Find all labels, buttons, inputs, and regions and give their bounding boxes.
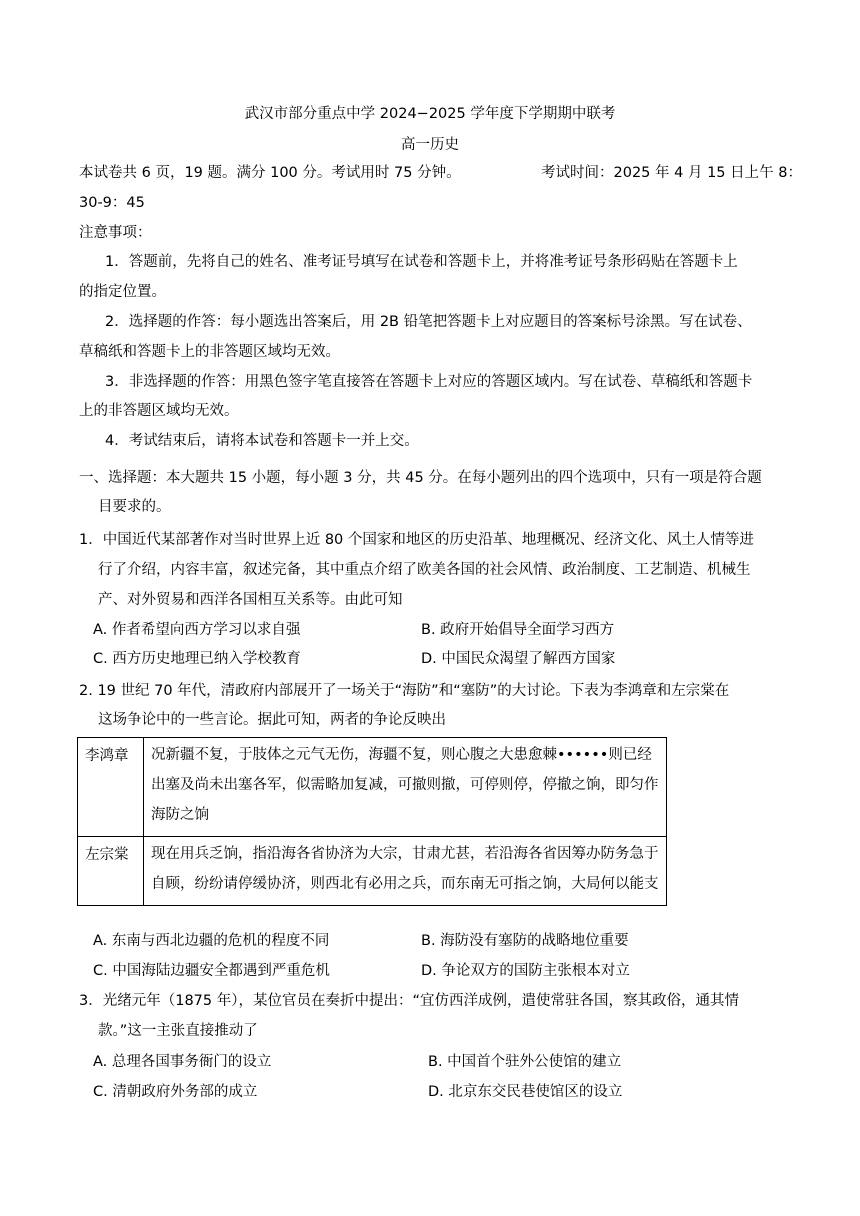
exam-time: 考试时间：2025 年 4 月 15 日上午 8： xyxy=(541,165,802,181)
question-3-stem: 3．光绪元年（1875 年），某位官员在奏折中提出：“宜仿西洋成例，遣使常驻各国，察其政俗，通其情 xyxy=(79,993,739,1009)
question-1-option-c: C. 西方历史地理已纳入学校教育 xyxy=(93,651,301,667)
quotes-table xyxy=(77,737,667,906)
exam-info-left: 本试卷共 6 页，19 题。满分 100 分。考试用时 75 分钟。 xyxy=(79,165,461,181)
section-heading-cont: 目要求的。 xyxy=(98,499,171,515)
exam-time-continued: 30-9：45 xyxy=(79,195,145,211)
exam-title: 武汉市部分重点中学 2024−2025 学年度下学期期中联考 xyxy=(244,106,616,122)
note-3-cont: 上的非答题区域均无效。 xyxy=(79,403,239,419)
question-3-stem-line2: 款。”这一主张直接推动了 xyxy=(98,1023,258,1039)
question-1-stem: 1．中国近代某部著作对当时世界上近 80 个国家和地区的历史沿革、地理概况、经济文化、风土人情等进 xyxy=(79,532,754,548)
table-row xyxy=(78,738,667,837)
question-2-stem: 2. 19 世纪 70 年代，清政府内部展开了一场关于“海防”和“塞防”的大讨论。下表为李鸿章和左宗棠在 xyxy=(79,683,730,699)
notes-heading: 注意事项： xyxy=(79,225,152,241)
question-1-stem-line2: 行了介绍，内容丰富，叙述完备，其中重点介绍了欧美各国的社会风情、政治制度、工艺制造、机械生 xyxy=(98,562,751,578)
question-3-option-b: B. 中国首个驻外公使馆的建立 xyxy=(428,1054,622,1070)
note-2-cont: 草稿纸和答题卡上的非答题区域均无效。 xyxy=(79,344,340,360)
note-1-cont: 的指定位置。 xyxy=(79,284,166,300)
quote-text: 现在用兵乏饷，指沿海各省协济为大宗，甘肃尤甚，若沿海各省因筹办防务急于自顾，纷纷请停缓协济，则西北有必用之兵，而东南无可指之饷，大局何以能支 xyxy=(144,837,667,906)
note-1: 1．答题前，先将自己的姓名、准考证号填写在试卷和答题卡上，并将准考证号条形码贴在答题卡上 xyxy=(105,254,738,270)
question-3-option-c: C. 清朝政府外务部的成立 xyxy=(93,1084,258,1100)
question-2-option-c: C. 中国海陆边疆安全都遇到严重危机 xyxy=(93,963,330,979)
exam-subject: 高一历史 xyxy=(401,137,459,153)
question-2-option-a: A. 东南与西北边疆的危机的程度不同 xyxy=(93,933,330,949)
question-2-stem-line2: 这场争论中的一些言论。据此可知，两者的争论反映出 xyxy=(98,712,446,728)
question-1-option-a: A. 作者希望向西方学习以求自强 xyxy=(93,622,301,638)
question-1-option-b: B. 政府开始倡导全面学习西方 xyxy=(421,622,615,638)
note-3: 3．非选择题的作答：用黑色签字笔直接答在答题卡上对应的答题区域内。写在试卷、草稿纸和答题卡 xyxy=(105,374,753,390)
speaker-name: 左宗棠 xyxy=(78,837,144,906)
speaker-name: 李鸿章 xyxy=(78,738,144,837)
question-2-option-b: B. 海防没有塞防的战略地位重要 xyxy=(421,933,629,949)
question-3-option-d: D. 北京东交民巷使馆区的设立 xyxy=(428,1084,623,1100)
question-1-option-d: D. 中国民众渴望了解西方国家 xyxy=(421,651,616,667)
question-1-stem-line3: 产、对外贸易和西洋各国相互关系等。由此可知 xyxy=(98,592,403,608)
question-2-option-d: D. 争论双方的国防主张根本对立 xyxy=(421,963,630,979)
section-heading: 一、选择题：本大题共 15 小题，每小题 3 分，共 45 分。在每小题列出的四个选项中，只有一项是符合题 xyxy=(79,470,762,486)
note-2: 2．选择题的作答：每小题选出答案后，用 2B 铅笔把答题卡上对应题目的答案标号涂黑。写在试卷、 xyxy=(105,314,752,330)
note-4: 4．考试结束后，请将本试卷和答题卡一并上交。 xyxy=(105,433,419,449)
question-3-option-a: A. 总理各国事务衙门的设立 xyxy=(93,1054,272,1070)
quote-text: 况新疆不复，于肢体之元气无伤，海疆不复，则心腹之大患愈棘••••••则已经出塞及尚未出塞各军，似需略加复减，可撤则撤，可停则停，停撤之饷，即匀作海防之饷 xyxy=(144,738,667,837)
table-row xyxy=(78,837,667,906)
